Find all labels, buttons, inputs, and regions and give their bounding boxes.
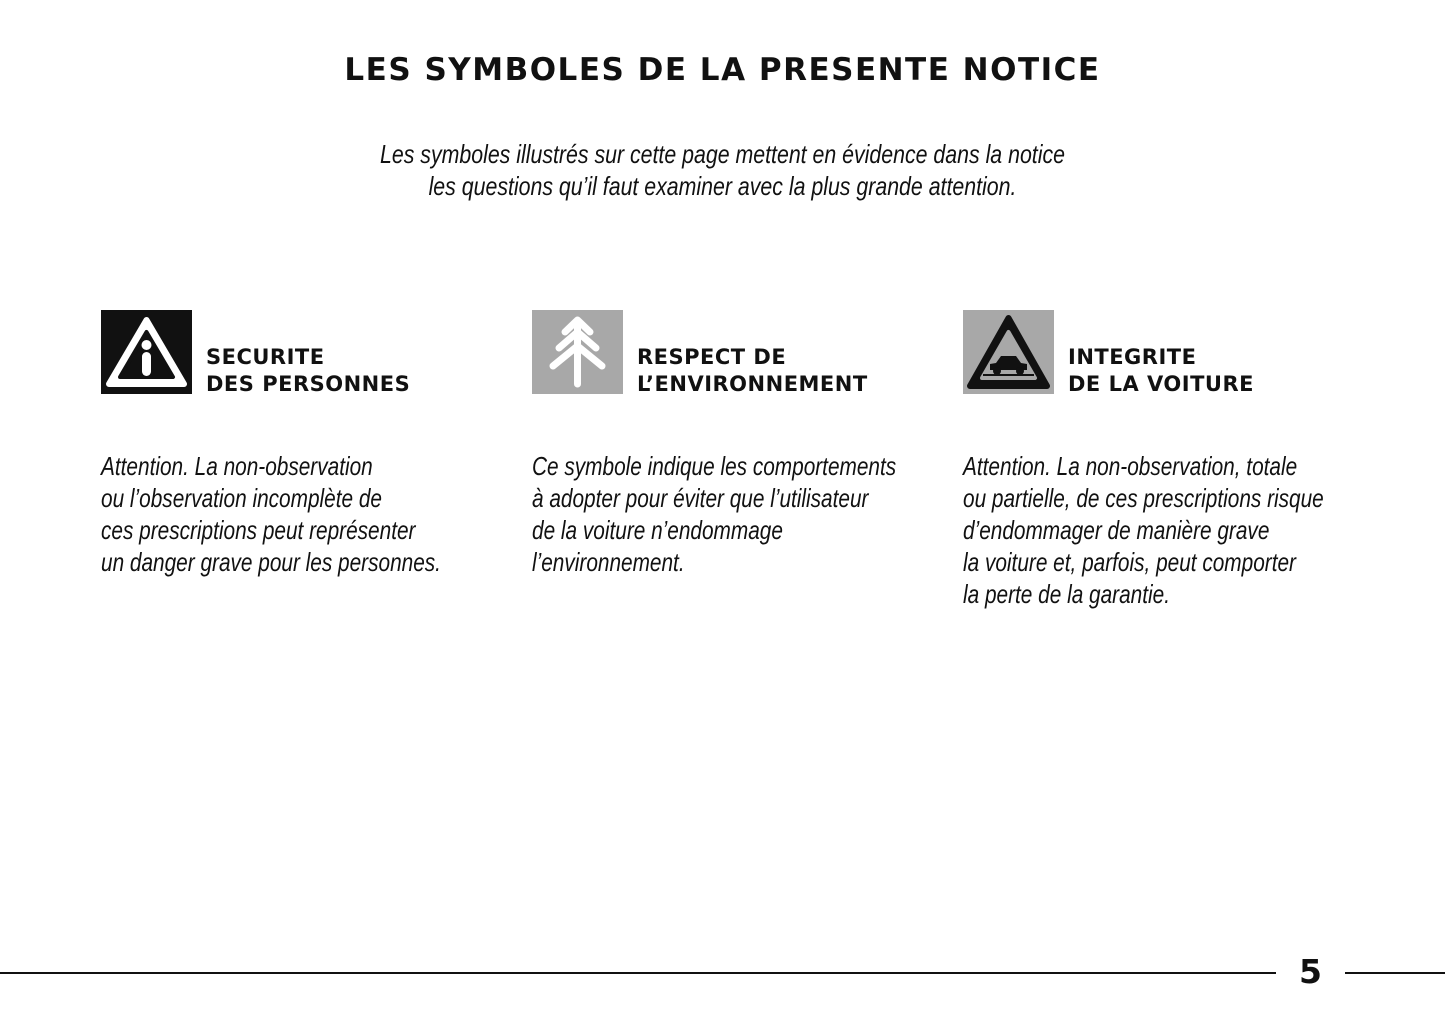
warning-car-icon bbox=[963, 310, 1054, 394]
warning-person-icon bbox=[101, 310, 192, 394]
heading-line: DE LA VOITURE bbox=[1068, 372, 1254, 396]
body-line: Ce symbole indique les comportements bbox=[532, 451, 897, 481]
section-body bbox=[532, 450, 948, 578]
footer-rule-left bbox=[0, 972, 1276, 974]
footer-rule-right bbox=[1345, 972, 1445, 974]
body-line: un danger grave pour les personnes. bbox=[101, 547, 441, 577]
page-title: LES SYMBOLES DE LA PRESENTE NOTICE bbox=[344, 52, 1101, 88]
body-line: d’endommager de manière grave bbox=[963, 515, 1270, 545]
heading-line: RESPECT DE bbox=[637, 345, 787, 369]
intro-paragraph bbox=[130, 138, 1315, 202]
body-line: Attention. La non-observation bbox=[101, 451, 373, 481]
section-body bbox=[963, 450, 1379, 610]
section-heading bbox=[637, 344, 868, 398]
tree-icon bbox=[532, 310, 623, 394]
body-line: ou l’observation incomplète de bbox=[101, 483, 382, 513]
body-line: l’environnement. bbox=[532, 547, 685, 577]
body-line: à adopter pour éviter que l’utilisateur bbox=[532, 483, 869, 513]
intro-line: les questions qu’il faut examiner avec la plus grande attention. bbox=[428, 171, 1017, 201]
body-line: de la voiture n’endommage bbox=[532, 515, 783, 545]
page-number: 5 bbox=[1299, 952, 1322, 991]
body-line: la perte de la garantie. bbox=[963, 579, 1170, 609]
heading-line: L’ENVIRONNEMENT bbox=[637, 372, 868, 396]
body-line: ces prescriptions peut représenter bbox=[101, 515, 416, 545]
intro-line: Les symboles illustrés sur cette page mettent en évidence dans la notice bbox=[379, 139, 1065, 169]
section-heading bbox=[1068, 344, 1254, 398]
section-heading bbox=[206, 344, 410, 398]
body-line: ou partielle, de ces prescriptions risque bbox=[963, 483, 1324, 513]
heading-line: DES PERSONNES bbox=[206, 372, 411, 396]
body-line: la voiture et, parfois, peut comporter bbox=[963, 547, 1296, 577]
section-body bbox=[101, 450, 517, 578]
body-line: Attention. La non-observation, totale bbox=[963, 451, 1298, 481]
heading-line: SECURITE bbox=[206, 345, 325, 369]
heading-line: INTEGRITE bbox=[1068, 345, 1197, 369]
